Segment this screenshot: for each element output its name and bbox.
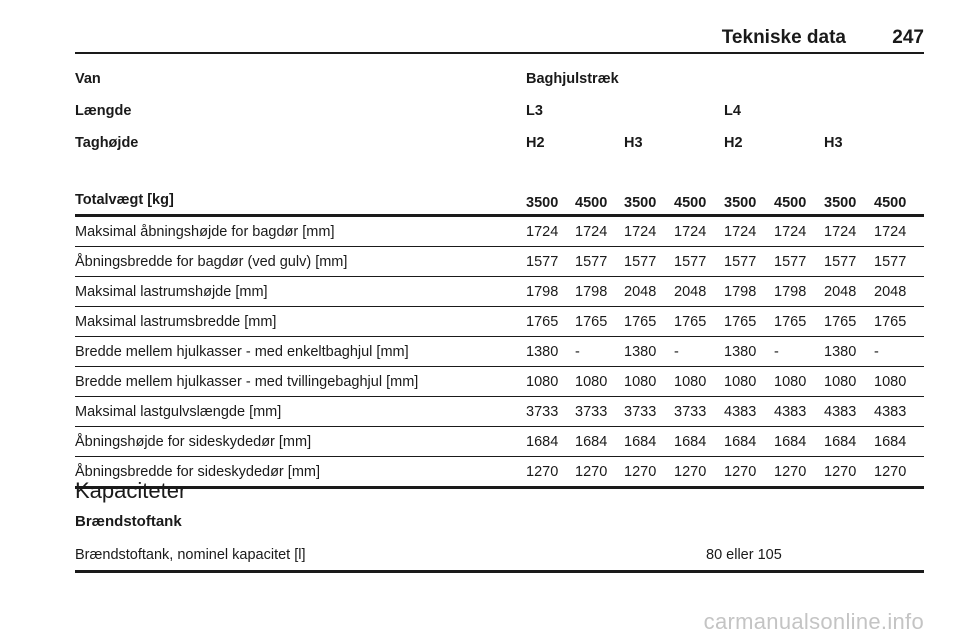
table-header-row	[75, 159, 924, 216]
table-cell: 1684	[575, 427, 624, 457]
header-cell: L3	[526, 103, 543, 119]
table-cell: -	[874, 337, 924, 367]
table-cell: 1765	[874, 307, 924, 337]
table-cell: 1270	[724, 457, 774, 488]
header-cell	[624, 95, 674, 127]
table-cell: 1765	[674, 307, 724, 337]
header-cell	[774, 95, 824, 127]
table-cell: 1724	[774, 216, 824, 247]
table-cell: 1724	[674, 216, 724, 247]
table-cell: 4383	[824, 397, 874, 427]
table-cell: 1577	[874, 247, 924, 277]
header-cell: 4500	[774, 159, 824, 216]
table-cell: 1765	[774, 307, 824, 337]
table-cell: 1080	[526, 367, 575, 397]
table-cell: 1577	[674, 247, 724, 277]
table-cell: 1270	[874, 457, 924, 488]
header-cell: 3500	[526, 159, 575, 216]
header-cell	[674, 63, 724, 95]
table-cell: 1577	[774, 247, 824, 277]
row-label: Maksimal lastrumshøjde [mm]	[75, 277, 526, 307]
table-cell: 1270	[774, 457, 824, 488]
table-cell: 1080	[874, 367, 924, 397]
row-label: Maksimal lastgulvslængde [mm]	[75, 397, 526, 427]
table-cell: 1724	[824, 216, 874, 247]
table-cell: 4383	[774, 397, 824, 427]
row-label: Bredde mellem hjulkasser - med enkeltbaghjul [mm]	[75, 337, 526, 367]
table-row	[75, 367, 924, 397]
table-cell: 1380	[624, 337, 674, 367]
fuel-capacity-label: Brændstoftank, nominel kapacitet [l]	[75, 547, 306, 563]
header-label: Taghøjde	[75, 135, 139, 151]
header-cell: Baghjulstræk	[526, 71, 619, 87]
table-header-row	[75, 63, 924, 95]
header-cell	[774, 127, 824, 159]
header-cell: 3500	[724, 159, 774, 216]
row-label: Åbningsbredde for sideskydedør [mm]	[75, 457, 526, 488]
table-cell: 1080	[774, 367, 824, 397]
row-label: Maksimal lastrumsbredde [mm]	[75, 307, 526, 337]
table-cell: 1684	[774, 427, 824, 457]
table-cell: 3733	[674, 397, 724, 427]
table-cell: 1765	[624, 307, 674, 337]
table-cell: 2048	[674, 277, 724, 307]
header-cell: 4500	[575, 159, 624, 216]
header-cell	[674, 127, 724, 159]
header-cell	[724, 63, 774, 95]
header-cell: 4500	[874, 159, 924, 216]
header-cell: H3	[824, 135, 843, 151]
table-cell: 1684	[674, 427, 724, 457]
fuel-capacity-value: 80 eller 105	[706, 547, 782, 563]
table-cell: 3733	[575, 397, 624, 427]
table-cell: 1080	[824, 367, 874, 397]
table-cell: -	[774, 337, 824, 367]
table-row	[75, 216, 924, 247]
header-cell	[774, 63, 824, 95]
table-row	[75, 277, 924, 307]
table-cell: 1577	[824, 247, 874, 277]
subsection-title: Brændstoftank	[75, 513, 182, 530]
row-label: Bredde mellem hjulkasser - med tvillingebaghjul [mm]	[75, 367, 526, 397]
table-cell: 1724	[526, 216, 575, 247]
table-cell: 2048	[874, 277, 924, 307]
table-cell: 1684	[824, 427, 874, 457]
table-cell: 3733	[624, 397, 674, 427]
header-label: Længde	[75, 103, 132, 119]
table-cell: 1577	[724, 247, 774, 277]
table-cell: 1270	[824, 457, 874, 488]
table-row	[75, 397, 924, 427]
table-cell: 1380	[724, 337, 774, 367]
table-cell: 1380	[526, 337, 575, 367]
table-cell: 1724	[624, 216, 674, 247]
table-cell: 1684	[624, 427, 674, 457]
fuel-capacity-row	[75, 542, 924, 573]
table-cell: 2048	[824, 277, 874, 307]
table-cell: 1080	[575, 367, 624, 397]
table-cell: 1577	[575, 247, 624, 277]
table-cell: 1380	[824, 337, 874, 367]
header-cell	[575, 127, 624, 159]
table-cell: 1798	[724, 277, 774, 307]
row-label: Åbningshøjde for sideskydedør [mm]	[75, 427, 526, 457]
table-cell: 1577	[624, 247, 674, 277]
table-cell: 1724	[724, 216, 774, 247]
header-label: Totalvægt [kg]	[75, 159, 526, 216]
header-cell	[874, 127, 924, 159]
page-header	[75, 24, 924, 54]
table-row	[75, 427, 924, 457]
table-cell: 1765	[724, 307, 774, 337]
header-cell	[874, 63, 924, 95]
page-number: 247	[892, 27, 924, 48]
table-header-row	[75, 127, 924, 159]
table-cell: 1724	[874, 216, 924, 247]
table-cell: 1080	[724, 367, 774, 397]
header-cell: H3	[624, 135, 643, 151]
table-cell: 1765	[526, 307, 575, 337]
header-cell	[824, 95, 874, 127]
table-cell: 1684	[874, 427, 924, 457]
header-cell: H2	[526, 135, 545, 151]
header-label: Van	[75, 71, 101, 87]
table-cell: 1080	[674, 367, 724, 397]
section-title: Kapaciteter	[75, 478, 187, 503]
table-cell: 1684	[526, 427, 575, 457]
table-cell: 1270	[526, 457, 575, 488]
table-header-row	[75, 95, 924, 127]
watermark: carmanualsonline.info	[703, 609, 924, 634]
table-cell: 1798	[774, 277, 824, 307]
table-cell: 1765	[575, 307, 624, 337]
table-cell: -	[674, 337, 724, 367]
row-label: Maksimal åbningshøjde for bagdør [mm]	[75, 216, 526, 247]
header-cell	[575, 95, 624, 127]
table-cell: 1684	[724, 427, 774, 457]
header-cell	[624, 63, 674, 95]
header-cell: 4500	[674, 159, 724, 216]
header-cell: L4	[724, 103, 741, 119]
header-cell: H2	[724, 135, 743, 151]
dimensions-table	[75, 63, 924, 489]
header-cell: 3500	[624, 159, 674, 216]
table-cell: 1270	[575, 457, 624, 488]
table-row	[75, 337, 924, 367]
header-cell	[874, 95, 924, 127]
header-cell	[824, 63, 874, 95]
table-cell: 1270	[674, 457, 724, 488]
table-cell: 1798	[526, 277, 575, 307]
table-cell: -	[575, 337, 624, 367]
page-title: Tekniske data	[721, 27, 846, 48]
table-row	[75, 457, 924, 488]
table-cell: 1080	[624, 367, 674, 397]
table-cell: 1724	[575, 216, 624, 247]
header-cell	[674, 95, 724, 127]
row-label: Åbningsbredde for bagdør (ved gulv) [mm]	[75, 247, 526, 277]
table-cell: 2048	[624, 277, 674, 307]
table-cell: 1765	[824, 307, 874, 337]
table-row	[75, 307, 924, 337]
table-row	[75, 247, 924, 277]
table-cell: 1798	[575, 277, 624, 307]
table-cell: 4383	[724, 397, 774, 427]
table-cell: 1577	[526, 247, 575, 277]
table-cell: 3733	[526, 397, 575, 427]
header-cell: 3500	[824, 159, 874, 216]
table-cell: 4383	[874, 397, 924, 427]
table-cell: 1270	[624, 457, 674, 488]
